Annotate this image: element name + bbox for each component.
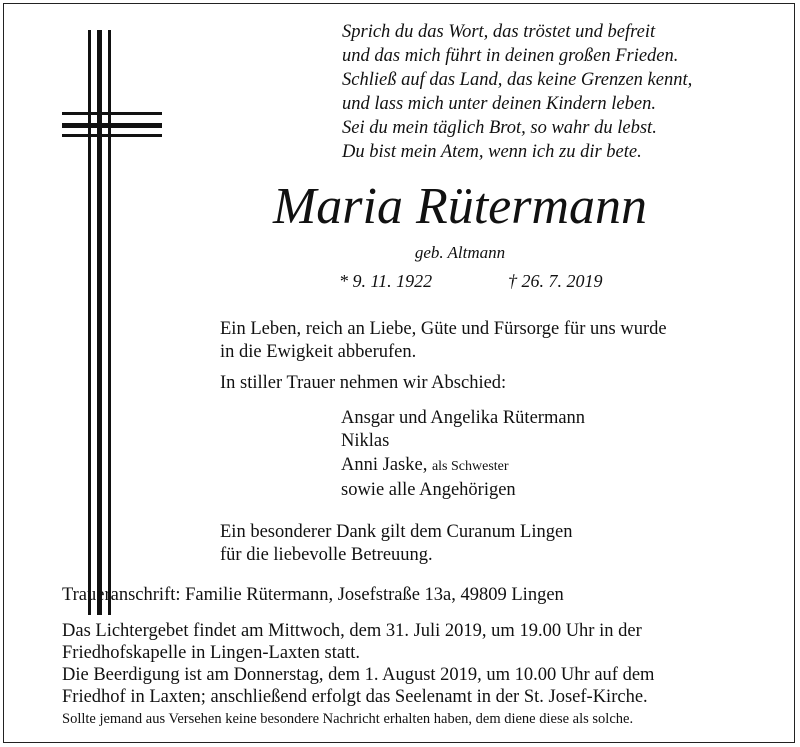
intro-line: in die Ewigkeit abberufen. bbox=[220, 342, 417, 362]
mourner bbox=[341, 407, 585, 430]
cross-icon bbox=[62, 30, 162, 615]
mourner bbox=[341, 454, 585, 478]
notification-notice: Sollte jemand aus Versehen keine besondere Nachricht erhalten haben, dem diene diese als solche. bbox=[62, 711, 634, 727]
death-date: † 26. 7. 2019 bbox=[508, 271, 603, 291]
mourner-relation: als Schwester bbox=[431, 459, 509, 474]
intro-text bbox=[220, 318, 667, 364]
maiden-name: geb. Altmann bbox=[414, 243, 506, 262]
thanks-line: Ein besonderer Dank gilt dem Curanum Lingen bbox=[220, 522, 573, 542]
thanks-line: für die liebevolle Betreuung. bbox=[220, 545, 433, 565]
mourner-name: Anni Jaske, bbox=[341, 455, 428, 475]
poem bbox=[342, 20, 782, 164]
farewell-text: In stiller Trauer nehmen wir Abschied: bbox=[220, 373, 507, 393]
event-line: Das Lichtergebet findet am Mittwoch, dem 31. Juli 2019, um 19.00 Uhr in der bbox=[62, 621, 642, 641]
poem-line: und lass mich unter deinen Kindern leben. bbox=[342, 94, 656, 114]
thanks-text bbox=[220, 521, 572, 567]
mourner bbox=[341, 430, 585, 453]
event-line: Friedhofskapelle in Lingen-Laxten statt. bbox=[62, 643, 360, 663]
mourner bbox=[341, 479, 585, 502]
deceased-name: Maria Rütermann bbox=[272, 178, 648, 235]
intro-line: Ein Leben, reich an Liebe, Güte und Fürsorge für uns wurde bbox=[220, 319, 667, 339]
poem-line: Schließ auf das Land, das keine Grenzen kennt, bbox=[342, 70, 693, 90]
event-line: Die Beerdigung ist am Donnerstag, dem 1. August 2019, um 10.00 Uhr auf dem bbox=[62, 665, 655, 685]
event-line: Friedhof in Laxten; anschließend erfolgt das Seelenamt in der St. Josef-Kirche. bbox=[62, 687, 648, 707]
funeral-details bbox=[62, 620, 654, 708]
poem-line: und das mich führt in deinen großen Frieden. bbox=[342, 46, 679, 66]
mourner-name: Ansgar und Angelika Rütermann bbox=[341, 408, 586, 428]
poem-line: Sei du mein täglich Brot, so wahr du lebst. bbox=[342, 118, 657, 138]
birth-date: * 9. 11. 1922 bbox=[339, 271, 433, 291]
mourning-address: Traueranschrift: Familie Rütermann, Josefstraße 13a, 49809 Lingen bbox=[62, 585, 564, 605]
poem-line: Sprich du das Wort, das tröstet und befreit bbox=[342, 22, 656, 42]
mourners-list bbox=[341, 407, 585, 502]
poem-line: Du bist mein Atem, wenn ich zu dir bete. bbox=[342, 142, 642, 162]
mourner-name: sowie alle Angehörigen bbox=[341, 480, 516, 500]
mourner-name: Niklas bbox=[341, 431, 390, 451]
